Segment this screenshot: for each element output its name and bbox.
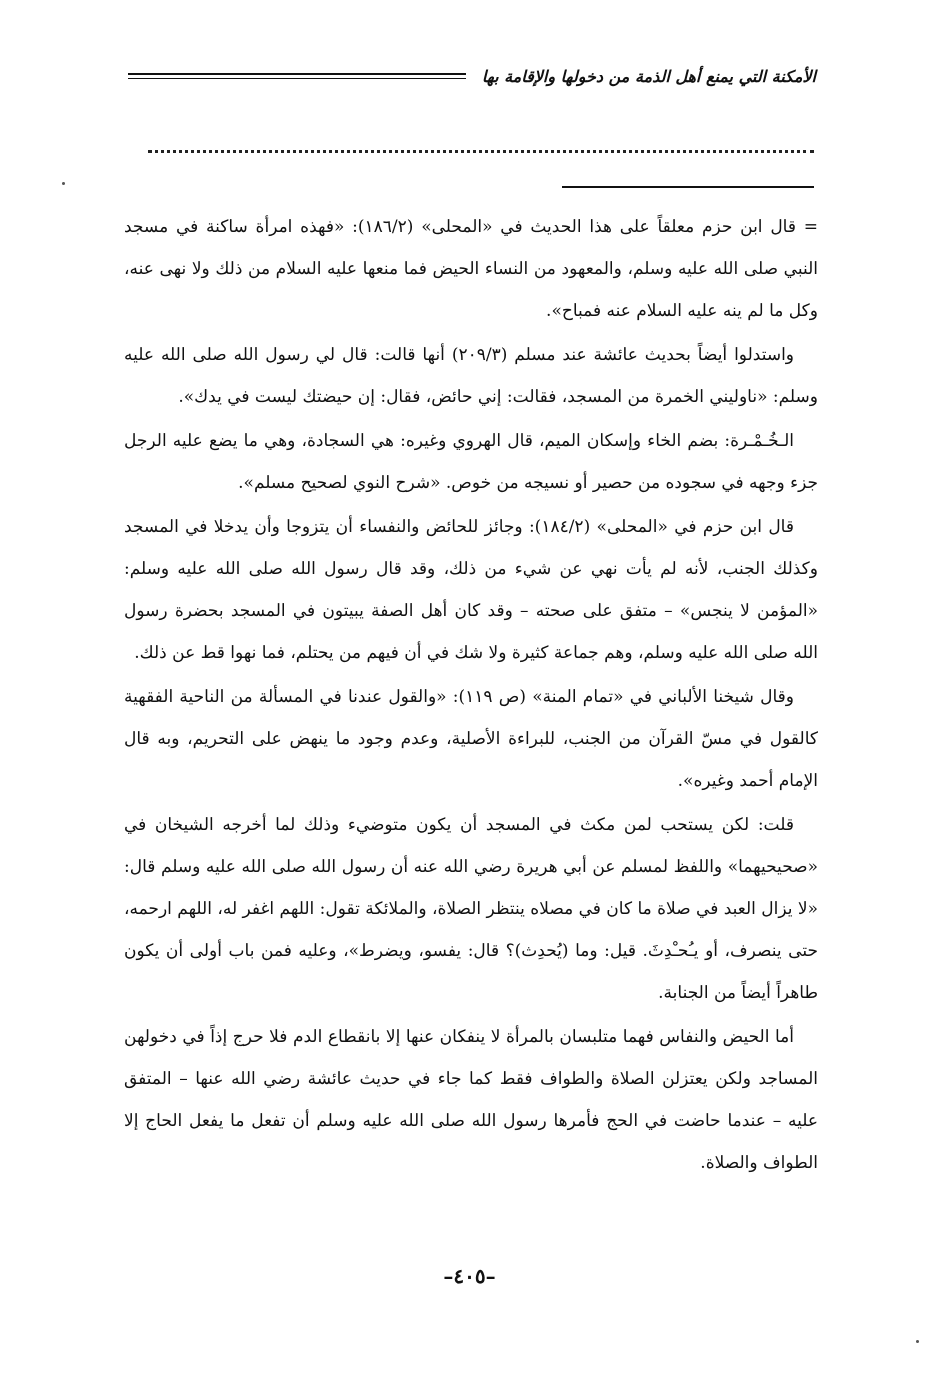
paragraph-7: أما الحيض والنفاس فهما متلبسان بالمرأة لا ينفكان عنها إلا بانقطاع الدم فلا حرج إذاً في دخولهن المساجد ولكن يعتزلن الصلاة والطواف فقط كما جاء في حديث عائشة رضي الله عنها – المتفق عليه – عندما حاضت في الحج فأمرها رسول الله صلى الله عليه وسلم أن تفعل ما يفعل الحاج إلا الطواف والصلاة. xyxy=(124,1027,818,1173)
header-rule-thin xyxy=(128,78,466,79)
paragraph-1: = قال ابن حزم معلقاً على هذا الحديث في «المحلى» (١٨٦/٢): «فهذه امرأة ساكنة في مسجد النبي صلى الله عليه وسلم، والمعهود من النساء الحيض فما منعها عليه السلام من ذلك ولا نهى عنه، وكل ما لم ينه عليه السلام عنه فمباح». xyxy=(124,217,818,321)
scan-speck xyxy=(916,1340,919,1343)
body-text xyxy=(124,206,818,1186)
paragraph-3: الـخُـمْـرة: بضم الخاء وإسكان الميم، قال الهروي وغيره: هي السجادة، وهي ما يضع عليه الرجل جزء وجهه في سجوده من حصير أو نسيجه من خوص. «شرح النوي لصحيح مسلم». xyxy=(124,431,818,493)
page-number: –٤٠٥– xyxy=(443,1264,496,1288)
header-double-rule xyxy=(128,70,466,82)
footnote-dotted-separator xyxy=(148,150,814,167)
scan-speck xyxy=(62,182,65,185)
running-header xyxy=(128,58,816,94)
paragraph-2: واستدلوا أيضاً بحديث عائشة عند مسلم (٢٠٩/٣) أنها قالت: قال لي رسول الله صلى الله عليه وسلم: «ناوليني الخمرة من المسجد، فقالت: إني حائض، فقال: إن حيضتك ليست في يدك». xyxy=(124,345,818,407)
header-rule-thick xyxy=(128,73,466,75)
running-title: الأمكنة التي يمنع أهل الذمة من دخولها والإقامة بها xyxy=(481,66,816,86)
paragraph-4: قال ابن حزم في «المحلى» (١٨٤/٢): وجائز للحائض والنفساء أن يتزوجا وأن يدخلا في المسجد وكذلك الجنب، لأنه لم يأت نهي عن شيء من ذلك، وقد قال رسول الله صلى الله عليه وسلم: «المؤمن لا ينجس» – متفق على صحته – وقد كان أهل الصفة يبيتون في المسجد بحضرة رسول الله صلى الله عليه وسلم، وهم جماعة كثيرة ولا شك في أن فيهم من يحتلم، فما نهوا قط عن ذلك. xyxy=(124,517,818,663)
footnote-rule xyxy=(562,186,814,188)
paragraph-5: وقال شيخنا الألباني في «تمام المنة» (ص ١١٩): «والقول عندنا في المسألة من الناحية الفقهية كالقول في مسّ القرآن من الجنب، للبراءة الأصلية، وعدم وجود ما ينهض على التحريم، وبه قال الإمام أحمد وغيره». xyxy=(124,687,818,791)
paragraph-6: قلت: لكن يستحب لمن مكث في المسجد أن يكون متوضيء وذلك لما أخرجه الشيخان في «صحيحيهما» واللفظ لمسلم عن أبي هريرة رضي الله عنه أن رسول الله صلى الله عليه وسلم قال: «لا يزال العبد في صلاة ما كان في مصلاه ينتظر الصلاة، والملائكة تقول: اللهم اغفر له، اللهم ارحمه، حتى ينصرف، أو يـُحـْدِثَ. قيل: وما (يُحدِث)؟ قال: يفسو، ويضرط»، وعليه فمن باب أولى أن يكون طاهراً أيضاً من الجنابة. xyxy=(124,815,818,1003)
